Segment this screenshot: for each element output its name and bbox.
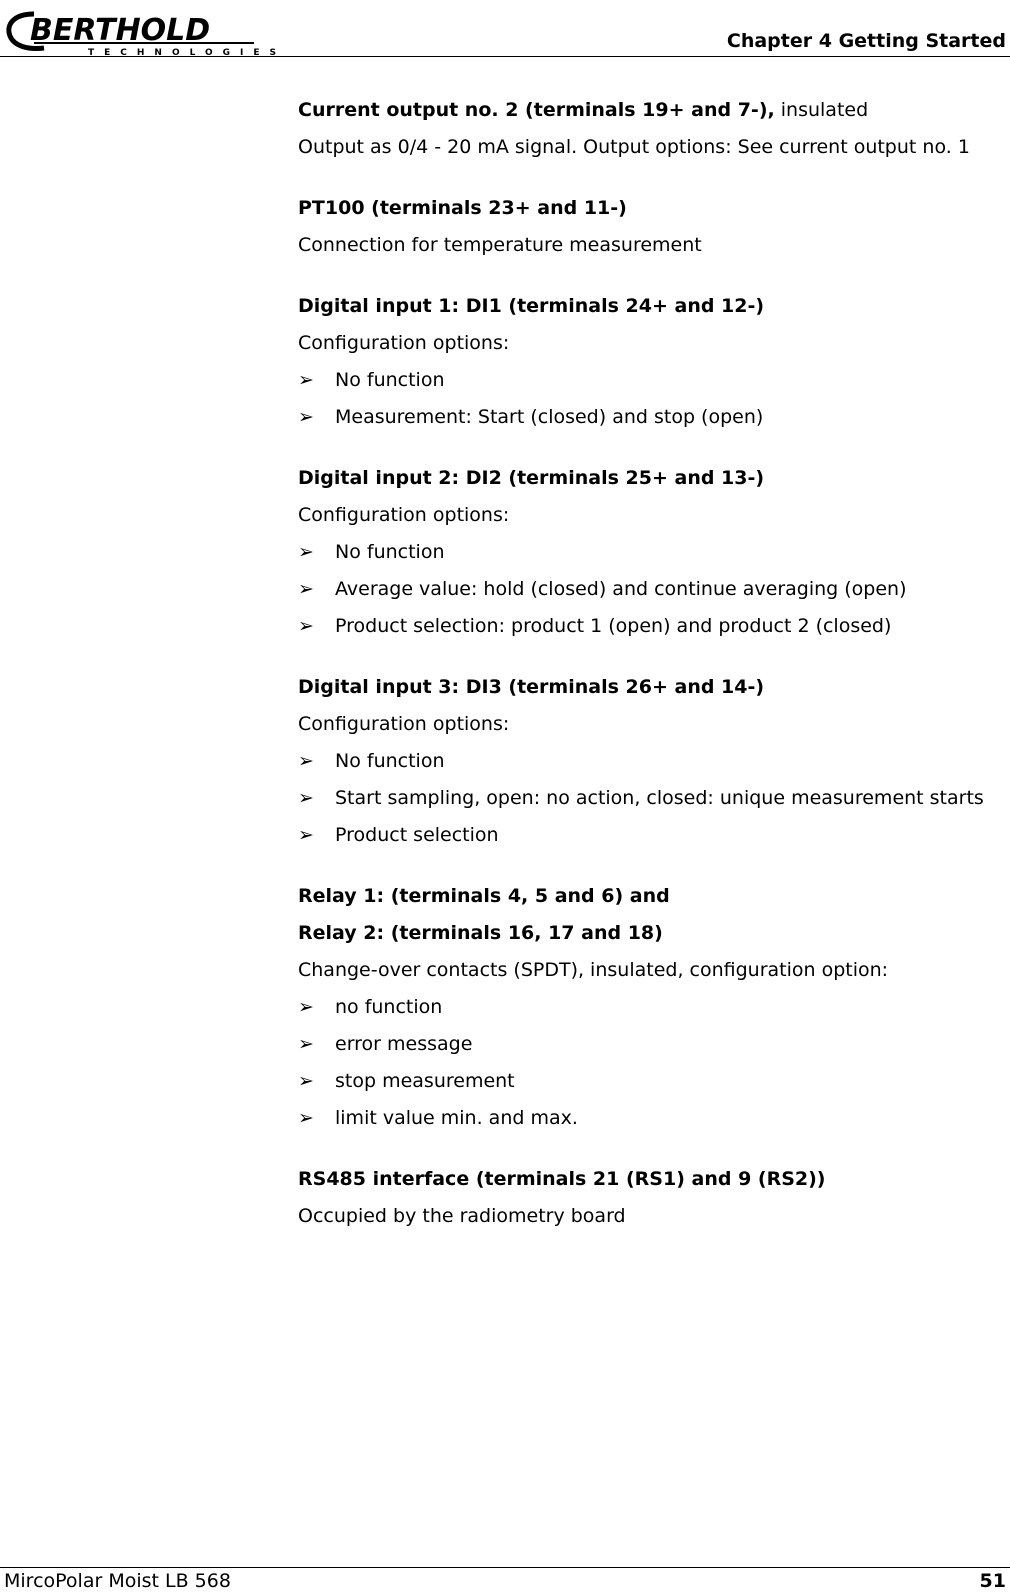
section-heading-suffix: insulated bbox=[774, 99, 869, 121]
list-item bbox=[298, 614, 1008, 639]
footer-rule bbox=[0, 1567, 1010, 1568]
page-header bbox=[0, 0, 1010, 58]
section-heading bbox=[298, 196, 1008, 221]
section-text: Output as 0/4 - 20 mA signal. Output options: See current output no. 1 bbox=[298, 136, 970, 158]
list-item-text: No function bbox=[335, 750, 445, 772]
section-gap bbox=[298, 270, 1008, 294]
section-heading-text: PT100 (terminals 23+ and 11-) bbox=[298, 197, 627, 219]
section-gap bbox=[298, 860, 1008, 884]
berthold-logo bbox=[4, 6, 304, 56]
section bbox=[298, 98, 1008, 160]
bullet-list bbox=[298, 995, 1008, 1131]
list-item bbox=[298, 577, 1008, 602]
chapter-title: Chapter 4 Getting Started bbox=[726, 30, 1006, 52]
list-item bbox=[298, 1032, 1008, 1057]
list-item bbox=[298, 368, 1008, 393]
list-item-text: stop measurement bbox=[335, 1070, 515, 1092]
section-heading-text: Digital input 2: DI2 (terminals 25+ and 13-) bbox=[298, 467, 765, 489]
section-heading bbox=[298, 294, 1008, 319]
section-text: Configuration options: bbox=[298, 504, 510, 526]
bullet-list bbox=[298, 749, 1008, 848]
section-text: Configuration options: bbox=[298, 713, 510, 735]
footer-product: MircoPolar Moist LB 568 bbox=[4, 1570, 231, 1592]
section-heading: Relay 2: (terminals 16, 17 and 18) bbox=[298, 922, 663, 944]
section-heading bbox=[298, 884, 1008, 909]
section-heading bbox=[298, 1167, 1008, 1192]
bullet-list bbox=[298, 540, 1008, 639]
list-item bbox=[298, 405, 1008, 430]
list-item-text: Average value: hold (closed) and continue averaging (open) bbox=[335, 578, 907, 600]
section-text: Change-over contacts (SPDT), insulated, configuration option: bbox=[298, 959, 889, 981]
list-item bbox=[298, 540, 1008, 565]
list-item bbox=[298, 995, 1008, 1020]
arrow-bullet-icon: ➢ bbox=[298, 1070, 314, 1092]
arrow-bullet-icon: ➢ bbox=[298, 750, 314, 772]
arrow-bullet-icon: ➢ bbox=[298, 824, 314, 846]
arrow-bullet-icon: ➢ bbox=[298, 1107, 314, 1129]
list-item-text: No function bbox=[335, 369, 445, 391]
section-gap bbox=[298, 442, 1008, 466]
arrow-bullet-icon: ➢ bbox=[298, 369, 314, 391]
section-heading bbox=[298, 98, 1008, 123]
list-item bbox=[298, 823, 1008, 848]
list-item bbox=[298, 1106, 1008, 1131]
bullet-list bbox=[298, 368, 1008, 430]
list-item bbox=[298, 786, 1008, 811]
section-heading-text: Current output no. 2 (terminals 19+ and 7-), bbox=[298, 99, 775, 121]
section-gap bbox=[298, 1143, 1008, 1167]
section-text: Configuration options: bbox=[298, 332, 510, 354]
arrow-bullet-icon: ➢ bbox=[298, 1033, 314, 1055]
section bbox=[298, 675, 1008, 848]
section-heading-text: Relay 1: (terminals 4, 5 and 6) and bbox=[298, 885, 670, 907]
list-item bbox=[298, 1069, 1008, 1094]
list-item-text: no function bbox=[335, 996, 443, 1018]
section bbox=[298, 294, 1008, 430]
arrow-bullet-icon: ➢ bbox=[298, 406, 314, 428]
section bbox=[298, 196, 1008, 258]
logo-main-text: BERTHOLD bbox=[30, 13, 211, 48]
section-heading-text: Digital input 3: DI3 (terminals 26+ and 14-) bbox=[298, 676, 765, 698]
section-heading bbox=[298, 675, 1008, 700]
section bbox=[298, 1167, 1008, 1229]
section bbox=[298, 466, 1008, 639]
section-gap bbox=[298, 172, 1008, 196]
section-heading-text: Digital input 1: DI1 (terminals 24+ and 12-) bbox=[298, 295, 765, 317]
section-heading bbox=[298, 466, 1008, 491]
header-rule bbox=[0, 56, 1010, 57]
arrow-bullet-icon: ➢ bbox=[298, 578, 314, 600]
page-number: 51 bbox=[979, 1570, 1006, 1592]
list-item bbox=[298, 749, 1008, 774]
list-item-text: limit value min. and max. bbox=[335, 1107, 578, 1129]
section-text: Occupied by the radiometry board bbox=[298, 1205, 626, 1227]
list-item-text: Start sampling, open: no action, closed: unique measurement starts bbox=[335, 787, 984, 809]
logo-sub-text: TECHNOLOGIES bbox=[88, 48, 287, 56]
list-item-text: error message bbox=[335, 1033, 473, 1055]
section-text: Connection for temperature measurement bbox=[298, 234, 702, 256]
section-heading-text: RS485 interface (terminals 21 (RS1) and 9 (RS2)) bbox=[298, 1168, 826, 1190]
list-item-text: Measurement: Start (closed) and stop (open) bbox=[335, 406, 764, 428]
arrow-bullet-icon: ➢ bbox=[298, 787, 314, 809]
section-gap bbox=[298, 651, 1008, 675]
section bbox=[298, 884, 1008, 1131]
arrow-bullet-icon: ➢ bbox=[298, 541, 314, 563]
list-item-text: Product selection: product 1 (open) and product 2 (closed) bbox=[335, 615, 892, 637]
main-content bbox=[298, 98, 1008, 1241]
list-item-text: Product selection bbox=[335, 824, 499, 846]
list-item-text: No function bbox=[335, 541, 445, 563]
arrow-bullet-icon: ➢ bbox=[298, 996, 314, 1018]
arrow-bullet-icon: ➢ bbox=[298, 615, 314, 637]
